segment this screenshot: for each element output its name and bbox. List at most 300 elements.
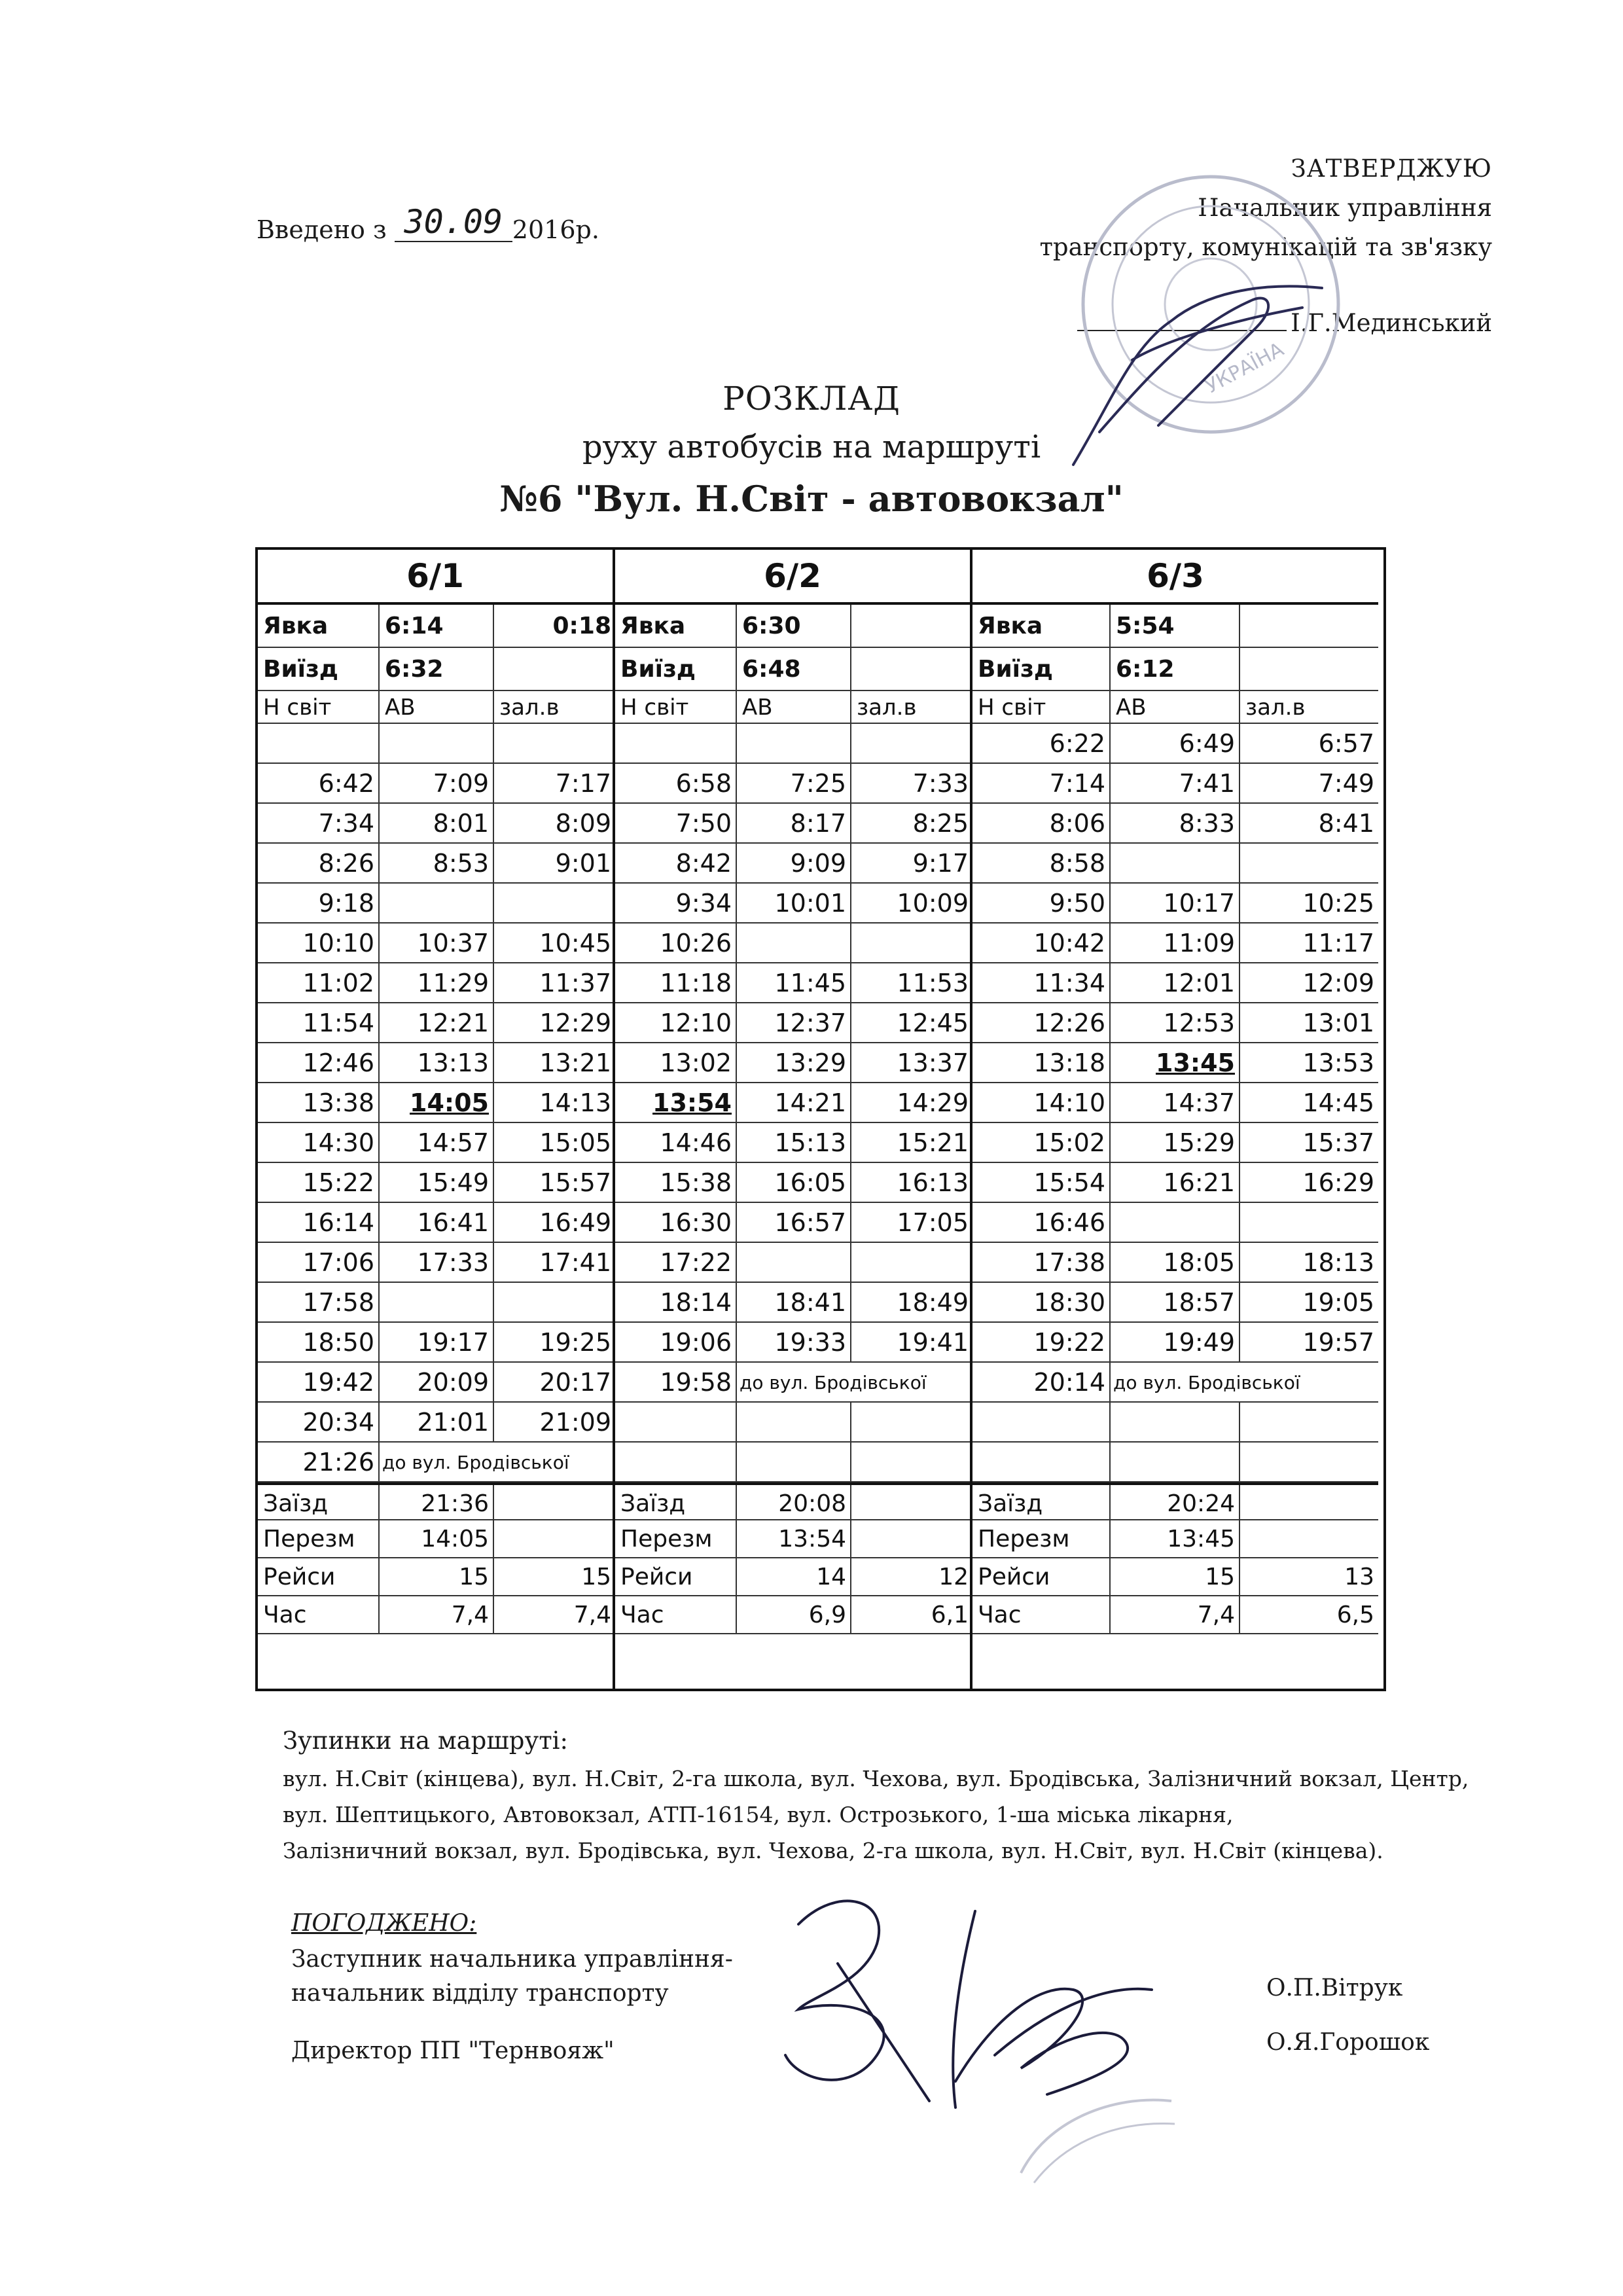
chas-value-2: 7,4 (573, 1602, 611, 1628)
table-row (615, 691, 970, 724)
departure-n-svit: 6:58 (615, 764, 737, 802)
introduced-date-handwritten: 30.09 (395, 203, 512, 242)
table-row (972, 1203, 1378, 1243)
departure-zal-v: 14:45 (1302, 1088, 1374, 1117)
departure-av: 9:09 (737, 844, 851, 882)
yavka-time: 5:54 (1111, 605, 1240, 647)
column-header-n-svit: Н світ (615, 691, 737, 723)
departure-zal-v: 16:29 (1302, 1168, 1374, 1197)
departure-zal-v (851, 1443, 972, 1481)
perezm-empty (851, 1520, 972, 1557)
departure-n-svit: 8:58 (972, 844, 1111, 882)
departure-zal-v (1240, 1443, 1378, 1481)
table-row (258, 724, 613, 764)
table-row (615, 1520, 970, 1558)
table-row (258, 764, 613, 804)
departure-n-svit: 17:38 (972, 1243, 1111, 1282)
departure-av: 14:57 (380, 1123, 494, 1162)
yavka-time-2 (1240, 605, 1378, 647)
departure-n-svit: 13:02 (615, 1043, 737, 1082)
table-row (972, 804, 1378, 844)
perezm-label: Перезм (615, 1520, 737, 1557)
approve-title: ЗАТВЕРДЖУЮ (1291, 154, 1492, 183)
departure-zal-v: 12:09 (1302, 969, 1374, 997)
departure-n-svit: 6:22 (972, 724, 1111, 762)
departure-n-svit: 13:18 (972, 1043, 1111, 1082)
route-end-note: до вул. Бродівської (740, 1372, 927, 1393)
departure-av: 14:37 (1111, 1083, 1240, 1122)
zaizd-time: 20:08 (737, 1485, 851, 1519)
table-row (615, 1163, 970, 1203)
agreed-title: ПОГОДЖЕНО: (291, 1910, 477, 1937)
introduced-date-line (257, 203, 599, 247)
column-header-n-svit: Н світ (258, 691, 380, 723)
departure-av (380, 724, 494, 762)
vyizd-time: 6:32 (380, 648, 494, 690)
table-row (615, 1283, 970, 1323)
agreed-director-position: Директор ПП "Тернвояж" (291, 2037, 615, 2064)
departure-zal-v: 8:41 (1318, 809, 1374, 838)
perezm-time: 13:54 (737, 1520, 851, 1557)
departure-zal-v (851, 1243, 972, 1282)
departure-zal-v: 8:09 (555, 809, 611, 838)
table-row (615, 1403, 970, 1443)
column-header-av: АВ (380, 691, 494, 723)
table-row (615, 1323, 970, 1363)
yavka-time: 6:14 (380, 605, 494, 647)
departure-n-svit: 17:58 (258, 1283, 380, 1321)
departure-av: 15:49 (380, 1163, 494, 1202)
table-row (258, 1083, 613, 1123)
chas-value-2: 6,5 (1336, 1602, 1374, 1628)
departure-n-svit (972, 1443, 1111, 1481)
departure-n-svit: 9:50 (972, 884, 1111, 922)
table-row (258, 1043, 613, 1083)
chas-label: Час (258, 1596, 380, 1633)
departure-zal-v: 12:29 (539, 1009, 611, 1037)
route-end-note: до вул. Бродівської (382, 1452, 569, 1473)
departure-zal-v: 11:17 (1302, 929, 1374, 958)
reisy-count: 14 (737, 1558, 851, 1595)
stops-title: Зупинки на маршруті: (283, 1727, 568, 1755)
departure-av: 8:17 (737, 804, 851, 842)
departure-av: 12:21 (380, 1003, 494, 1042)
table-row (972, 1163, 1378, 1203)
perezm-label: Перезм (972, 1520, 1111, 1557)
reisy-count-2: 13 (1344, 1564, 1374, 1590)
departure-zal-v: 6:57 (1318, 729, 1374, 758)
departure-av: 15:29 (1111, 1123, 1240, 1162)
vyizd-time: 6:48 (737, 648, 851, 690)
agreed-deputy-name: О.П.Вітрук (1266, 1975, 1403, 2001)
table-row (615, 924, 970, 963)
perezm-empty (1240, 1520, 1378, 1557)
departure-n-svit (615, 1443, 737, 1481)
departure-n-svit: 13:38 (258, 1083, 380, 1122)
table-row (972, 1043, 1378, 1083)
document-subtitle: руху автобусів на маршруті (582, 429, 1041, 465)
table-row (972, 605, 1378, 648)
departure-n-svit: 16:30 (615, 1203, 737, 1242)
departure-n-svit: 17:22 (615, 1243, 737, 1282)
table-row (258, 1520, 613, 1558)
document-title: РОЗКЛАД (722, 380, 901, 418)
vyizd-label: Виїзд (615, 648, 737, 690)
introduced-prefix: Введено з (257, 215, 387, 244)
departure-av (1111, 1403, 1240, 1441)
column-header-av: АВ (1111, 691, 1240, 723)
departure-zal-v: 11:53 (897, 969, 969, 997)
route-end-note: до вул. Бродівської (1113, 1372, 1300, 1393)
perezm-time: 14:05 (380, 1520, 494, 1557)
departure-av: 18:57 (1111, 1283, 1240, 1321)
table-row (615, 1203, 970, 1243)
table-row (258, 605, 613, 648)
departure-n-svit: 15:02 (972, 1123, 1111, 1162)
vyizd-time: 6:12 (1111, 648, 1240, 690)
departure-n-svit: 20:14 (972, 1363, 1111, 1401)
zaizd-empty (851, 1485, 972, 1519)
departure-av: 11:29 (380, 963, 494, 1002)
reisy-count-2: 15 (581, 1564, 611, 1590)
table-row (972, 648, 1378, 691)
reisy-count: 15 (1111, 1558, 1240, 1595)
departure-av: 6:49 (1111, 724, 1240, 762)
schedule-table (255, 547, 1386, 1691)
reisy-label: Рейси (972, 1558, 1111, 1595)
departure-zal-v: 17:05 (897, 1208, 969, 1237)
departure-zal-v: 7:33 (912, 769, 969, 798)
departure-zal-v: 15:37 (1302, 1128, 1374, 1157)
table-row (258, 1243, 613, 1283)
stops-line: вул. Н.Світ (кінцева), вул. Н.Світ, 2-га школа, вул. Чехова, вул. Бродівська, Залізничний вокзал, Центр, (283, 1766, 1469, 1791)
departure-n-svit: 6:42 (258, 764, 380, 802)
table-row (972, 1363, 1378, 1403)
departure-zal-v: 7:49 (1318, 769, 1374, 798)
table-row (615, 1558, 970, 1596)
table-row (258, 1163, 613, 1203)
departure-av (737, 724, 851, 762)
departure-n-svit: 15:38 (615, 1163, 737, 1202)
departure-zal-v: 9:17 (912, 849, 969, 878)
table-row (258, 924, 613, 963)
table-row (972, 1520, 1378, 1558)
reisy-count: 15 (380, 1558, 494, 1595)
chas-value: 7,4 (1111, 1596, 1240, 1633)
departure-av: 8:33 (1111, 804, 1240, 842)
departure-av: 19:49 (1111, 1323, 1240, 1361)
departure-av: 12:53 (1111, 1003, 1240, 1042)
column-header-zal-v: зал.в (857, 694, 917, 721)
table-row (972, 1482, 1378, 1520)
zaizd-label: Заїзд (972, 1485, 1111, 1519)
departure-n-svit: 9:18 (258, 884, 380, 922)
departure-av: 11:45 (737, 963, 851, 1002)
block-header: 6/1 (258, 550, 613, 605)
table-row (258, 1596, 613, 1634)
perezm-empty (494, 1520, 615, 1557)
table-row (615, 1363, 970, 1403)
departure-n-svit: 16:46 (972, 1203, 1111, 1242)
departure-av: 15:13 (737, 1123, 851, 1162)
table-row (972, 764, 1378, 804)
departure-av: 18:41 (737, 1283, 851, 1321)
departure-zal-v: 13:21 (539, 1049, 611, 1077)
table-row (615, 1596, 970, 1634)
departure-zal-v: 16:13 (897, 1168, 969, 1197)
column-header-av: АВ (737, 691, 851, 723)
table-row (258, 844, 613, 884)
table-row (615, 648, 970, 691)
column-header-zal-v: зал.в (1245, 694, 1306, 721)
bottom-stamp-fragment (1008, 2042, 1178, 2186)
departure-av: 18:05 (1111, 1243, 1240, 1282)
departure-n-svit: 14:10 (972, 1083, 1111, 1122)
yavka-time: 6:30 (737, 605, 851, 647)
approve-position-line1: Начальник управління (1198, 194, 1492, 222)
departure-n-svit: 16:14 (258, 1203, 380, 1242)
departure-zal-v: 10:25 (1302, 889, 1374, 918)
agreed-deputy-position: Заступник начальника управління- (291, 1946, 733, 1973)
table-row (615, 605, 970, 648)
departure-av: 10:01 (737, 884, 851, 922)
departure-n-svit: 8:42 (615, 844, 737, 882)
departure-av (1111, 844, 1240, 882)
svg-text:УКРАЇНА: УКРАЇНА (1202, 338, 1288, 399)
table-row (615, 884, 970, 924)
departure-zal-v: 10:09 (897, 889, 969, 918)
table-row (258, 1323, 613, 1363)
departure-n-svit: 19:42 (258, 1363, 380, 1401)
table-row (972, 724, 1378, 764)
departure-zal-v (494, 884, 615, 922)
departure-av: 16:57 (737, 1203, 851, 1242)
yavka-label: Явка (972, 605, 1111, 647)
departure-n-svit: 18:14 (615, 1283, 737, 1321)
table-row (258, 1443, 613, 1482)
departure-n-svit: 10:26 (615, 924, 737, 962)
zaizd-label: Заїзд (258, 1485, 380, 1519)
departure-av: 8:53 (380, 844, 494, 882)
departure-av: 12:01 (1111, 963, 1240, 1002)
departure-av: 20:09 (380, 1363, 494, 1401)
departure-n-svit: 8:06 (972, 804, 1111, 842)
departure-zal-v: 13:53 (1302, 1049, 1374, 1077)
table-row (972, 1083, 1378, 1123)
vyizd-empty (494, 648, 615, 690)
departure-av: 16:41 (380, 1203, 494, 1242)
departure-av: 7:41 (1111, 764, 1240, 802)
table-row (258, 1203, 613, 1243)
departure-zal-v: 8:25 (912, 809, 969, 838)
chas-value: 6,9 (737, 1596, 851, 1633)
table-row (258, 1482, 613, 1520)
departure-n-svit: 19:06 (615, 1323, 737, 1361)
departure-zal-v (1240, 844, 1378, 882)
table-row (972, 1283, 1378, 1323)
departure-n-svit: 7:34 (258, 804, 380, 842)
departure-n-svit: 11:02 (258, 963, 380, 1002)
departure-av: 17:33 (380, 1243, 494, 1282)
table-row (258, 804, 613, 844)
departure-zal-v: 11:37 (539, 969, 611, 997)
zaizd-label: Заїзд (615, 1485, 737, 1519)
table-row (972, 1443, 1378, 1482)
table-row (258, 1558, 613, 1596)
table-row (615, 804, 970, 844)
departure-av (380, 1283, 494, 1321)
schedule-block-6-1 (258, 550, 615, 1689)
departure-n-svit: 18:30 (972, 1283, 1111, 1321)
departure-av (1111, 1203, 1240, 1242)
departure-n-svit: 10:10 (258, 924, 380, 962)
departure-av: 14:21 (737, 1083, 851, 1122)
table-row (258, 884, 613, 924)
departure-av (737, 924, 851, 962)
table-row (972, 1003, 1378, 1043)
departure-n-svit: 12:10 (615, 1003, 737, 1042)
table-row (615, 1482, 970, 1520)
departure-n-svit: 15:54 (972, 1163, 1111, 1202)
departure-n-svit: 19:58 (615, 1363, 737, 1401)
zaizd-time: 21:36 (380, 1485, 494, 1519)
yavka-label: Явка (258, 605, 380, 647)
departure-n-svit: 17:06 (258, 1243, 380, 1282)
departure-av: 7:09 (380, 764, 494, 802)
departure-av (737, 1443, 851, 1481)
column-header-zal-v: зал.в (499, 694, 560, 721)
table-row (972, 691, 1378, 724)
departure-n-svit (615, 1403, 737, 1441)
departure-n-svit: 14:46 (615, 1123, 737, 1162)
chas-label: Час (615, 1596, 737, 1633)
table-row (615, 1443, 970, 1482)
table-row (972, 1243, 1378, 1283)
departure-av: 7:25 (737, 764, 851, 802)
departure-zal-v: 19:05 (1302, 1288, 1374, 1317)
vyizd-label: Виїзд (258, 648, 380, 690)
departure-av: 13:13 (380, 1043, 494, 1082)
approve-position-line2: транспорту, комунікацій та зв'язку (1039, 233, 1492, 261)
schedule-block-6-2 (615, 550, 972, 1689)
departure-av: 13:29 (737, 1043, 851, 1082)
introduced-suffix: 2016р. (512, 215, 599, 244)
table-row (972, 924, 1378, 963)
departure-n-svit: 20:34 (258, 1403, 380, 1441)
zaizd-empty (1240, 1485, 1378, 1519)
departure-zal-v: 10:45 (539, 929, 611, 958)
departure-n-svit: 21:26 (258, 1443, 380, 1481)
departure-zal-v: 18:49 (897, 1288, 969, 1317)
departure-av: 10:37 (380, 924, 494, 962)
zaizd-empty (494, 1485, 615, 1519)
table-row (972, 963, 1378, 1003)
table-row (972, 1558, 1378, 1596)
approve-name: І.Г.Мединський (1291, 309, 1492, 337)
table-row (972, 1123, 1378, 1163)
table-row (258, 963, 613, 1003)
departure-av: 13:45 (1111, 1043, 1240, 1082)
departure-zal-v: 12:45 (897, 1009, 969, 1037)
departure-n-svit: 7:14 (972, 764, 1111, 802)
reisy-label: Рейси (615, 1558, 737, 1595)
table-row (615, 1243, 970, 1283)
agreed-director-name: О.Я.Горошок (1266, 2029, 1430, 2056)
departure-n-svit (615, 724, 737, 762)
departure-av (380, 884, 494, 922)
table-row (615, 844, 970, 884)
departure-n-svit: 7:50 (615, 804, 737, 842)
table-row (615, 724, 970, 764)
departure-n-svit: 11:54 (258, 1003, 380, 1042)
yavka-time-2 (851, 605, 972, 647)
perezm-label: Перезм (258, 1520, 380, 1557)
agreed-deputy-position: начальник відділу транспорту (291, 1980, 669, 2007)
departure-zal-v (1240, 1403, 1378, 1441)
departure-av (737, 1403, 851, 1441)
departure-n-svit: 9:34 (615, 884, 737, 922)
route-title: №6 "Вул. Н.Світ - автовокзал" (499, 478, 1124, 520)
departure-n-svit: 19:22 (972, 1323, 1111, 1361)
departure-av (737, 1243, 851, 1282)
departure-zal-v (494, 724, 615, 762)
table-row (615, 1003, 970, 1043)
departure-zal-v: 7:17 (555, 769, 611, 798)
block-header: 6/2 (615, 550, 970, 605)
departure-n-svit: 18:50 (258, 1323, 380, 1361)
table-row (258, 1283, 613, 1323)
table-row (972, 1596, 1378, 1634)
reisy-label: Рейси (258, 1558, 380, 1595)
table-row (972, 1323, 1378, 1363)
table-row (258, 1003, 613, 1043)
departure-zal-v: 19:41 (897, 1328, 969, 1357)
departure-zal-v: 18:13 (1302, 1248, 1374, 1277)
stops-line: Залізничний вокзал, вул. Бродівська, вул. Чехова, 2-га школа, вул. Н.Світ, вул. Н.Світ (кінцева). (283, 1838, 1383, 1863)
chas-label: Час (972, 1596, 1111, 1633)
departure-zal-v: 14:29 (897, 1088, 969, 1117)
departure-av: 8:01 (380, 804, 494, 842)
table-row (258, 1123, 613, 1163)
departure-av: 21:01 (380, 1403, 494, 1441)
chas-value: 7,4 (380, 1596, 494, 1633)
departure-n-svit: 14:30 (258, 1123, 380, 1162)
departure-av: 19:17 (380, 1323, 494, 1361)
departure-n-svit: 8:26 (258, 844, 380, 882)
departure-av: 11:09 (1111, 924, 1240, 962)
chas-value-2: 6,1 (931, 1602, 969, 1628)
departure-zal-v (851, 724, 972, 762)
departure-n-svit: 11:18 (615, 963, 737, 1002)
perezm-time: 13:45 (1111, 1520, 1240, 1557)
departure-zal-v: 19:25 (539, 1328, 611, 1357)
table-row (615, 1123, 970, 1163)
departure-av: 19:33 (737, 1323, 851, 1361)
vyizd-label: Виїзд (972, 648, 1111, 690)
departure-zal-v: 14:13 (539, 1088, 611, 1117)
stops-line: вул. Шептицького, Автовокзал, АТП-16154, вул. Острозького, 1-ша міська лікарня, (283, 1802, 1234, 1827)
departure-zal-v: 17:41 (539, 1248, 611, 1277)
departure-av: 12:37 (737, 1003, 851, 1042)
table-row (615, 963, 970, 1003)
departure-zal-v: 13:01 (1302, 1009, 1374, 1037)
departure-zal-v (494, 1283, 615, 1321)
column-header-n-svit: Н світ (972, 691, 1111, 723)
departure-n-svit: 13:54 (615, 1083, 737, 1122)
yavka-time-2: 0:18 (552, 613, 611, 639)
departure-zal-v: 15:05 (539, 1128, 611, 1157)
table-row (258, 691, 613, 724)
